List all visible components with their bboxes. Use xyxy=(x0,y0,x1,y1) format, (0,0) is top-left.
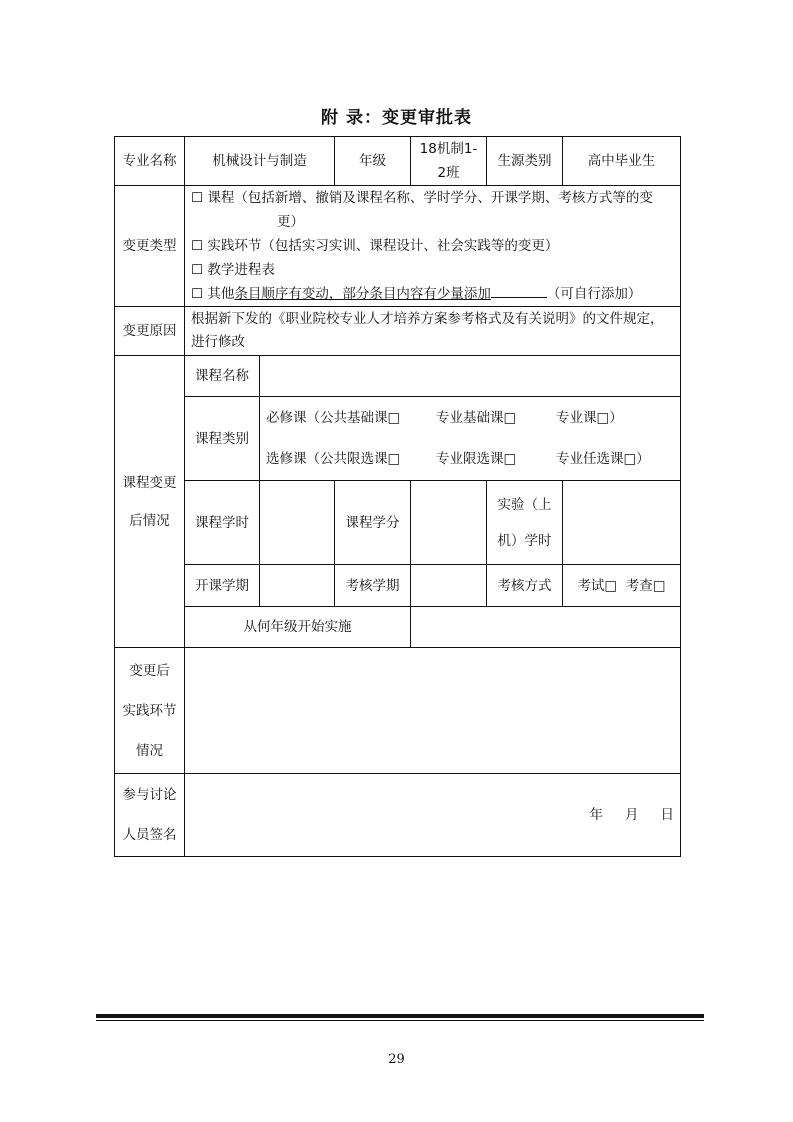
row-course-term xyxy=(115,565,681,607)
change-type-label: 变更类型 xyxy=(115,186,185,307)
change-type-options xyxy=(185,186,681,307)
row-practice xyxy=(115,648,681,774)
signature-date[interactable] xyxy=(185,774,681,857)
exam-term-value[interactable] xyxy=(411,565,487,607)
change-reason-text[interactable]: 根据新下发的《职业院校专业人才培养方案参考格式及有关说明》的文件规定，进行修改 xyxy=(185,307,681,356)
option-practice[interactable]: ☐ 实践环节（包括实习实训、课程设计、社会实践等的变更） xyxy=(191,238,559,254)
signature-label xyxy=(115,774,185,857)
row-course-hours xyxy=(115,481,681,565)
lab-hours-label xyxy=(487,481,563,565)
practice-value[interactable] xyxy=(185,648,681,774)
required-courses xyxy=(266,398,674,439)
row-change-reason xyxy=(115,307,681,356)
major-value[interactable]: 机械设计与制造 xyxy=(185,137,335,186)
grade-label: 年级 xyxy=(335,137,411,186)
date-day: 日 xyxy=(660,807,674,823)
course-name-label: 课程名称 xyxy=(185,356,260,397)
fill-underline xyxy=(491,283,547,298)
required-major-basic[interactable]: 专业基础课□ xyxy=(436,409,517,426)
course-credit-value[interactable] xyxy=(411,481,487,565)
lab-hours-label-b: 机）学时 xyxy=(497,532,552,549)
change-reason-label: 变更原因 xyxy=(115,307,185,356)
row-course-category xyxy=(115,397,681,481)
row-signature xyxy=(115,774,681,857)
lab-hours-label-a: 实验（上 xyxy=(497,496,552,513)
exam-option[interactable]: 考试□ xyxy=(577,577,618,594)
footer-rule-thin xyxy=(96,1020,704,1021)
required-public-basic[interactable]: 必修课（公共基础课□ xyxy=(266,409,401,426)
exam-method-label: 考核方式 xyxy=(487,565,563,607)
course-hours-value[interactable] xyxy=(260,481,335,565)
date-month: 月 xyxy=(625,807,639,823)
exam-method-options xyxy=(563,565,681,607)
option-other-suffix: （可自行添加） xyxy=(546,286,642,302)
check-option[interactable]: 考查□ xyxy=(625,577,666,594)
page-title: 附 录：变更审批表 xyxy=(321,108,472,128)
practice-label-a: 变更后 xyxy=(129,662,170,679)
from-grade-value[interactable] xyxy=(411,607,681,648)
practice-label xyxy=(115,648,185,774)
exam-term-label: 考核学期 xyxy=(335,565,411,607)
option-other-label: ☐ 其他 xyxy=(191,286,235,302)
option-other-fill[interactable]: 条目顺序有变动，部分条目内容有少量添加 xyxy=(234,286,491,302)
elective-courses xyxy=(266,439,674,480)
footer-rule-thick xyxy=(96,1014,704,1018)
elective-major-limited[interactable]: 专业限选课□ xyxy=(436,450,517,467)
source-value[interactable]: 高中毕业生 xyxy=(563,137,681,186)
practice-label-b: 实践环节 xyxy=(122,702,177,719)
option-course[interactable]: ☐ 课程（包括新增、撤销及课程名称、学时学分、开课学期、考核方式等的变 xyxy=(191,190,653,206)
date-year: 年 xyxy=(589,807,603,823)
lab-hours-value[interactable] xyxy=(563,481,681,565)
row-from-grade xyxy=(115,607,681,648)
row-course-name xyxy=(115,356,681,397)
after-course-label: 课程变更后情况 xyxy=(115,356,185,648)
major-label: 专业名称 xyxy=(115,137,185,186)
page-number: 29 xyxy=(388,1052,405,1067)
elective-major-free[interactable]: 专业任选课□） xyxy=(556,450,650,467)
row-major-info xyxy=(115,137,681,186)
term-label: 开课学期 xyxy=(185,565,260,607)
course-category-options xyxy=(260,397,681,481)
signature-label-a: 参与讨论 xyxy=(122,787,177,803)
option-other[interactable] xyxy=(191,282,674,306)
option-teaching-schedule[interactable]: ☐ 教学进程表 xyxy=(191,262,275,278)
course-hours-label: 课程学时 xyxy=(185,481,260,565)
from-grade-label: 从何年级开始实施 xyxy=(185,607,411,648)
signature-label-b: 人员签名 xyxy=(122,827,177,843)
source-label: 生源类别 xyxy=(487,137,563,186)
course-name-value[interactable] xyxy=(260,356,681,397)
grade-value[interactable]: 18机制1-2班 xyxy=(411,137,487,186)
approval-form-table xyxy=(114,136,681,857)
course-category-label: 课程类别 xyxy=(185,397,260,481)
option-course-cont: 更） xyxy=(277,214,304,230)
elective-public[interactable]: 选修课（公共限选课□ xyxy=(266,450,401,467)
row-change-type xyxy=(115,186,681,307)
course-credit-label: 课程学分 xyxy=(335,481,411,565)
required-major[interactable]: 专业课□） xyxy=(556,409,623,426)
practice-label-c: 情况 xyxy=(136,742,163,759)
term-value[interactable] xyxy=(260,565,335,607)
